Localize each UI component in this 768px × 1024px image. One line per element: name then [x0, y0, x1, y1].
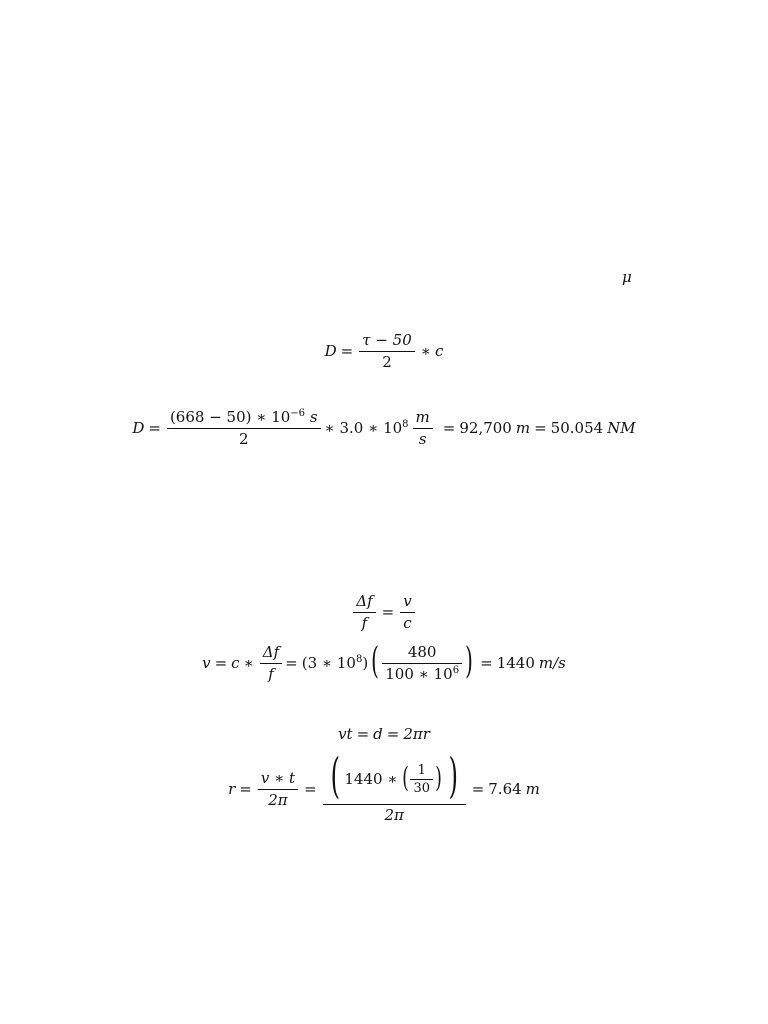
eq2-denominator: 2: [167, 428, 321, 447]
mu-symbol: μ: [622, 268, 632, 286]
eq4-frac-den-a: 100 ∗ 10: [385, 665, 453, 683]
eq6-equals: =: [239, 779, 252, 798]
eq6-inner-den: 30: [410, 779, 433, 795]
eq6-inner-num: 1: [417, 762, 426, 778]
eq4-paren-a-close: ): [362, 654, 369, 672]
eq1-times: ∗: [420, 342, 431, 360]
eq3-fraction-right: [400, 594, 414, 631]
eq6-inner-a: 1440 ∗: [344, 769, 398, 788]
equation-range-numeric: [0, 410, 768, 447]
eq4-result: 1440: [496, 654, 535, 672]
eq3-num1: Δf: [356, 592, 373, 610]
eq2-result2: 50.054: [550, 419, 604, 437]
eq1-c: c: [434, 342, 444, 360]
eq3-num2: v: [403, 592, 412, 610]
eq1-equals: =: [340, 342, 354, 360]
eq4-frac-den-exp: 6: [452, 665, 460, 676]
eq6-equals3: =: [471, 779, 485, 798]
eq1-numerator: τ − 50: [362, 331, 412, 349]
eq4-frac-den: [382, 663, 462, 682]
eq6-lhs: r: [228, 779, 236, 798]
eq3-equals: =: [381, 603, 395, 621]
eq3-fraction-left: [353, 594, 375, 631]
equation-doppler-ratio: [0, 594, 768, 631]
eq2-fraction: [167, 410, 321, 447]
eq2-equals3: =: [534, 419, 547, 437]
eq6-med-paren-open: (: [401, 761, 409, 794]
eq2-equals: =: [148, 419, 161, 437]
eq5-rhs: 2πr: [403, 725, 430, 743]
eq4-frac-num: 480: [407, 643, 437, 661]
eq4-paren-a-text: (3 ∗ 10: [301, 654, 356, 672]
eq4-num: Δf: [262, 643, 280, 661]
eq2-num-unit: s: [309, 408, 318, 426]
eq4-big-paren-close: ): [465, 640, 473, 682]
eq6-unit: m: [525, 779, 540, 798]
equation-radius: [0, 748, 768, 824]
eq6-med-paren-close: ): [435, 761, 442, 794]
eq4-paren-a: [302, 656, 368, 671]
eq6-num2: [323, 748, 466, 804]
eq6-num1: v ∗ t: [260, 768, 296, 787]
eq2-mid-exp: 8: [402, 419, 409, 430]
eq2-unit-num: m: [415, 408, 430, 426]
eq2-lhs: D: [132, 419, 145, 437]
eq1-fraction: [359, 333, 415, 370]
eq6-den1: 2π: [258, 789, 298, 808]
eq2-numerator: [167, 410, 321, 428]
eq3-den2: c: [400, 612, 414, 631]
eq6-equals2: =: [304, 779, 317, 798]
eq4-paren-a-exp: 8: [355, 654, 363, 665]
eq4-equals2: =: [285, 654, 298, 672]
eq2-unit-den: s: [413, 428, 433, 447]
eq4-equals3: =: [480, 654, 493, 672]
eq2-mid-text: ∗ 3.0 ∗ 10: [324, 419, 403, 437]
eq5-equals2: =: [386, 725, 400, 743]
eq2-unit2: NM: [607, 419, 636, 437]
equation-velocity: [0, 640, 768, 683]
eq4-equals: =: [214, 654, 228, 672]
eq2-equals2: =: [442, 419, 456, 437]
equation-range-formula: [0, 333, 768, 370]
eq3-den1: f: [353, 612, 375, 631]
eq4-inner-fraction: [382, 645, 462, 682]
eq2-unit1: m: [515, 419, 531, 437]
eq2-unit-fraction: [413, 410, 433, 447]
eq2-num-exp: −6: [290, 408, 306, 419]
eq4-times: ∗: [243, 654, 254, 672]
eq4-fraction: [260, 645, 282, 682]
eq6-xl-paren-open: (: [330, 748, 340, 804]
eq5-d: d: [373, 725, 383, 743]
eq4-den: f: [260, 663, 282, 682]
eq1-denominator: 2: [359, 351, 415, 370]
eq4-unit: m/s: [538, 654, 566, 672]
eq1-lhs: D: [324, 342, 337, 360]
eq2-result1: 92,700: [459, 419, 512, 437]
eq6-inner-fraction: [410, 764, 433, 795]
eq4-big-paren-open: (: [371, 640, 380, 682]
eq6-fraction1: [258, 768, 298, 809]
eq2-num-a: (668 − 50) ∗ 10: [169, 408, 291, 426]
eq5-equals: =: [356, 725, 370, 743]
equation-circumference: [0, 727, 768, 742]
eq6-xl-paren-close: ): [448, 748, 459, 804]
eq2-mid: [323, 421, 409, 436]
eq4-lhs: v: [202, 654, 211, 672]
eq6-fraction2: [323, 748, 466, 824]
eq4-c: c: [231, 654, 240, 672]
eq6-den2: 2π: [323, 804, 466, 823]
eq6-result: 7.64: [488, 779, 522, 798]
eq5-vt: vt: [338, 725, 353, 743]
